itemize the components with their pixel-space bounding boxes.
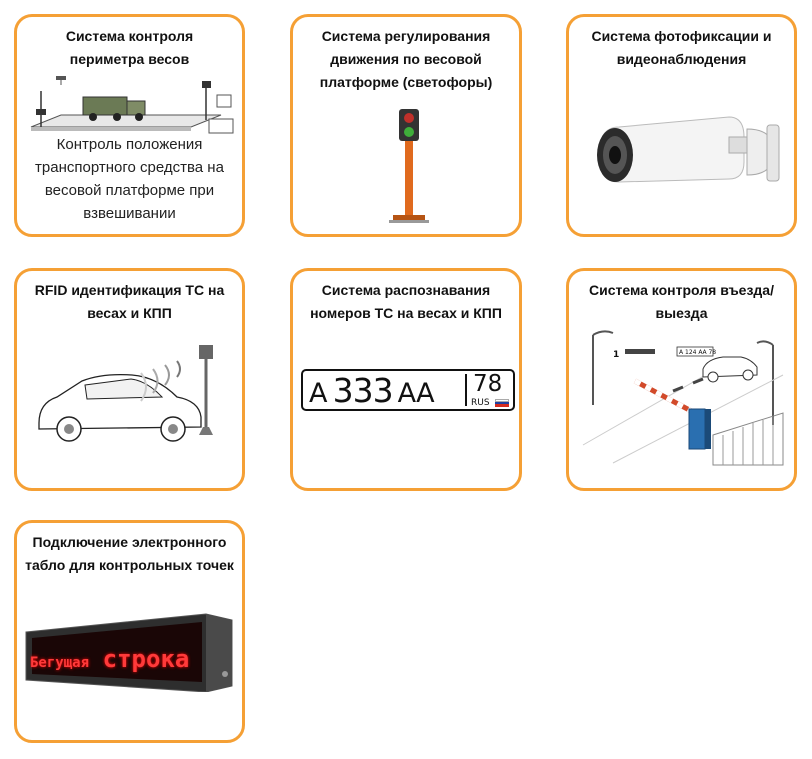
card-scale-perimeter bbox=[14, 14, 245, 237]
card-title: Система распознавания номеров ТС на весах и КПП bbox=[310, 282, 502, 321]
card-plate-recognition bbox=[290, 268, 522, 491]
plate-letters: АА bbox=[397, 378, 435, 409]
plate-region: 78 bbox=[473, 371, 503, 397]
scheme-label: 1 bbox=[613, 350, 620, 360]
traffic-light-post-icon bbox=[379, 107, 439, 227]
led-ticker bbox=[24, 618, 230, 691]
ticker-text bbox=[30, 645, 230, 675]
mini-plate: А 124 АА 78 bbox=[679, 349, 717, 356]
cctv-camera-icon bbox=[579, 107, 789, 217]
ticker-word-1: Бегущая bbox=[30, 655, 90, 671]
rfid-car-reader-icon bbox=[27, 335, 237, 455]
card-traffic-lights bbox=[290, 14, 522, 237]
card-rfid bbox=[14, 268, 245, 491]
russia-flag-icon bbox=[495, 399, 509, 407]
plate-divider bbox=[465, 374, 467, 406]
card-title: Система регулирования движения по весовой платформе (светофоры) bbox=[319, 28, 493, 90]
card-photo-video bbox=[566, 14, 797, 237]
plate-letter: А bbox=[309, 378, 328, 409]
card-entry-exit-control bbox=[566, 268, 797, 491]
ticker-word-2: строка bbox=[102, 645, 190, 673]
plate-digits: 333 bbox=[332, 371, 393, 410]
card-description: Контроль положения транспортного средства на весовой платформе при взвешивании bbox=[35, 136, 224, 222]
card-title: Система контроля въезда/выезда bbox=[589, 282, 774, 321]
card-title: Система фотофиксации и видеонаблюдения bbox=[591, 28, 772, 67]
card-title: RFID идентификация ТС на весах и КПП bbox=[34, 282, 225, 321]
plate-number bbox=[309, 371, 469, 409]
barrier-gate-scheme-icon bbox=[573, 325, 793, 475]
card-title: Система контроля периметра весов bbox=[65, 28, 194, 67]
card-title: Подключение электронного табло для контрольных точек bbox=[25, 534, 234, 573]
license-plate bbox=[301, 369, 515, 411]
plate-country: RUS bbox=[471, 398, 490, 408]
